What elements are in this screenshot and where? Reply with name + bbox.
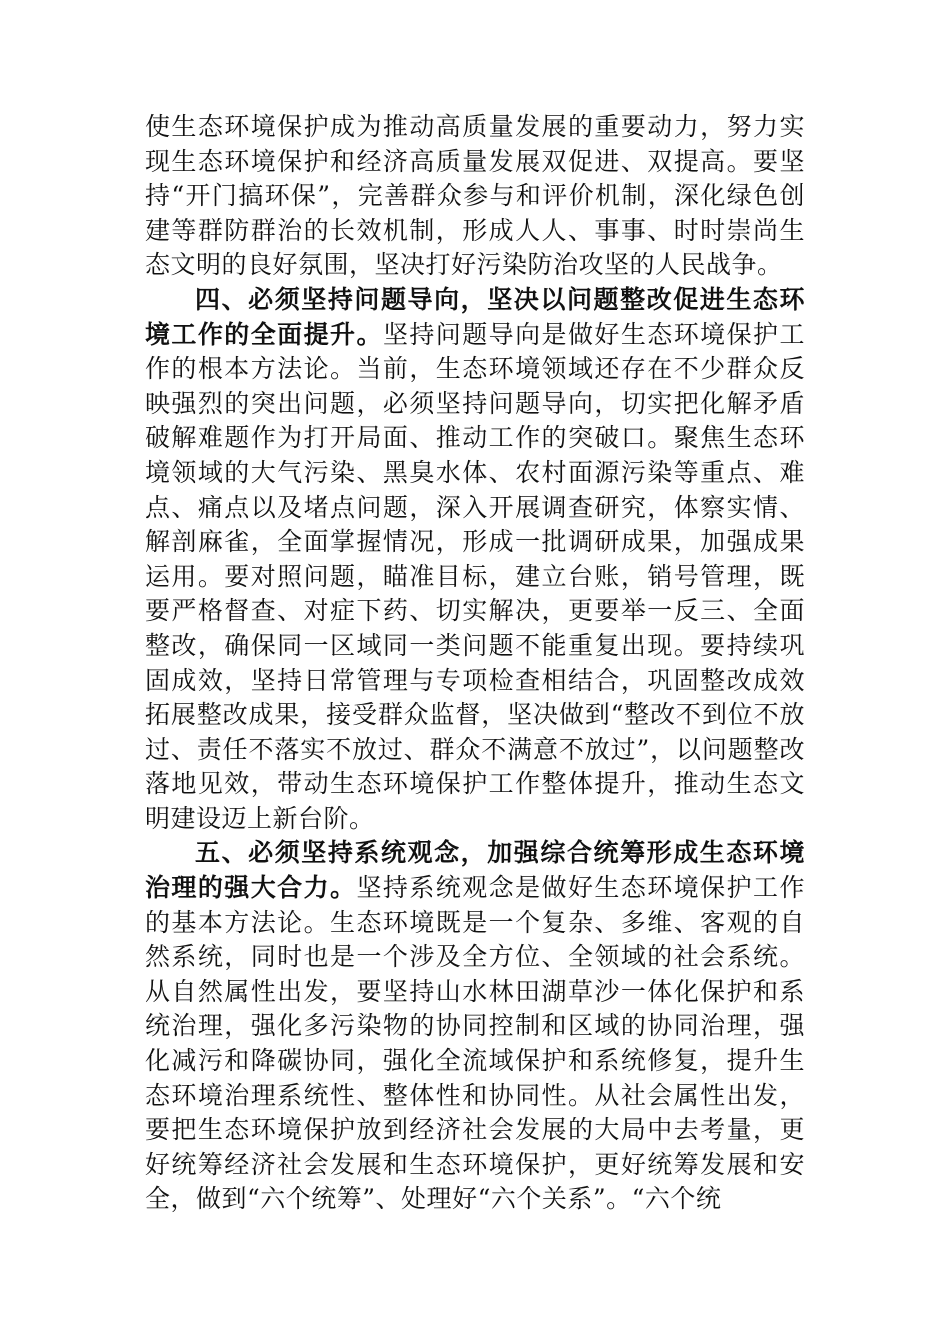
paragraph-1: 使生态环境保护成为推动高质量发展的重要动力，努力实现生态环境保护和经济高质量发展双促进、双提高。要坚持“开门搞环保”，完善群众参与和评价机制，深化绿色创建等群防群治的长效机制，形成人人、事事、时时崇尚生态文明的良好氛围，坚决打好污染防治攻坚的人民战争。 [145, 112, 805, 280]
section-4-body: 坚持问题导向是做好生态环境保护工作的根本方法论。当前，生态环境领域还存在不少群众反映强烈的突出问题，必须坚持问题导向，切实把化解矛盾破解难题作为打开局面、推动工作的突破口。聚焦生态环境领域的大气污染、黑臭水体、农村面源污染等重点、难点、痛点以及堵点问题，深入开展调查研究，体察实情、解剖麻雀，全面掌握情况，形成一批调研成果，加强成果运用。要对照问题，瞄准目标，建立台账，销号管理，既要严格督查、对症下药、切实解决，更要举一反三、全面整改，确保同一区域同一类问题不能重复出现。要持续巩固成效，坚持日常管理与专项检查相结合，巩固整改成效拓展整改成果，接受群众监督，坚决做到“整改不到位不放过、责任不落实不放过、群众不满意不放过”，以问题整改落地见效，带动生态环境保护工作整体提升，推动生态文明建设迈上新台阶。 [145, 319, 805, 833]
section-5-heading: 五、必须坚持系统观念，加强综合统筹形成生态环境治理的强大合力。 [145, 838, 805, 903]
section-4-heading: 四、必须坚持问题导向，坚决以问题整改促进生态环境工作的全面提升。 [145, 284, 805, 349]
section-5-paragraph [145, 836, 805, 1217]
section-4-paragraph [145, 283, 805, 837]
section-5-body: 坚持系统观念是做好生态环境保护工作的基本方法论。生态环境既是一个复杂、多维、客观的自然系统，同时也是一个涉及全方位、全领域的社会系统。从自然属性出发，要坚持山水林田湖草沙一体化保护和系统治理，强化多污染物的协同控制和区域的协同治理，强化减污和降碳协同，强化全流域保护和系统修复，提升生态环境治理系统性、整体性和协同性。从社会属性出发，要把生态环境保护放到经济社会发展的大局中去考量，更好统筹经济社会发展和生态环境保护，更好统筹发展和安全，做到“六个统筹”、处理好“六个关系”。“六个统 [145, 873, 805, 1214]
document-page [145, 110, 805, 1217]
